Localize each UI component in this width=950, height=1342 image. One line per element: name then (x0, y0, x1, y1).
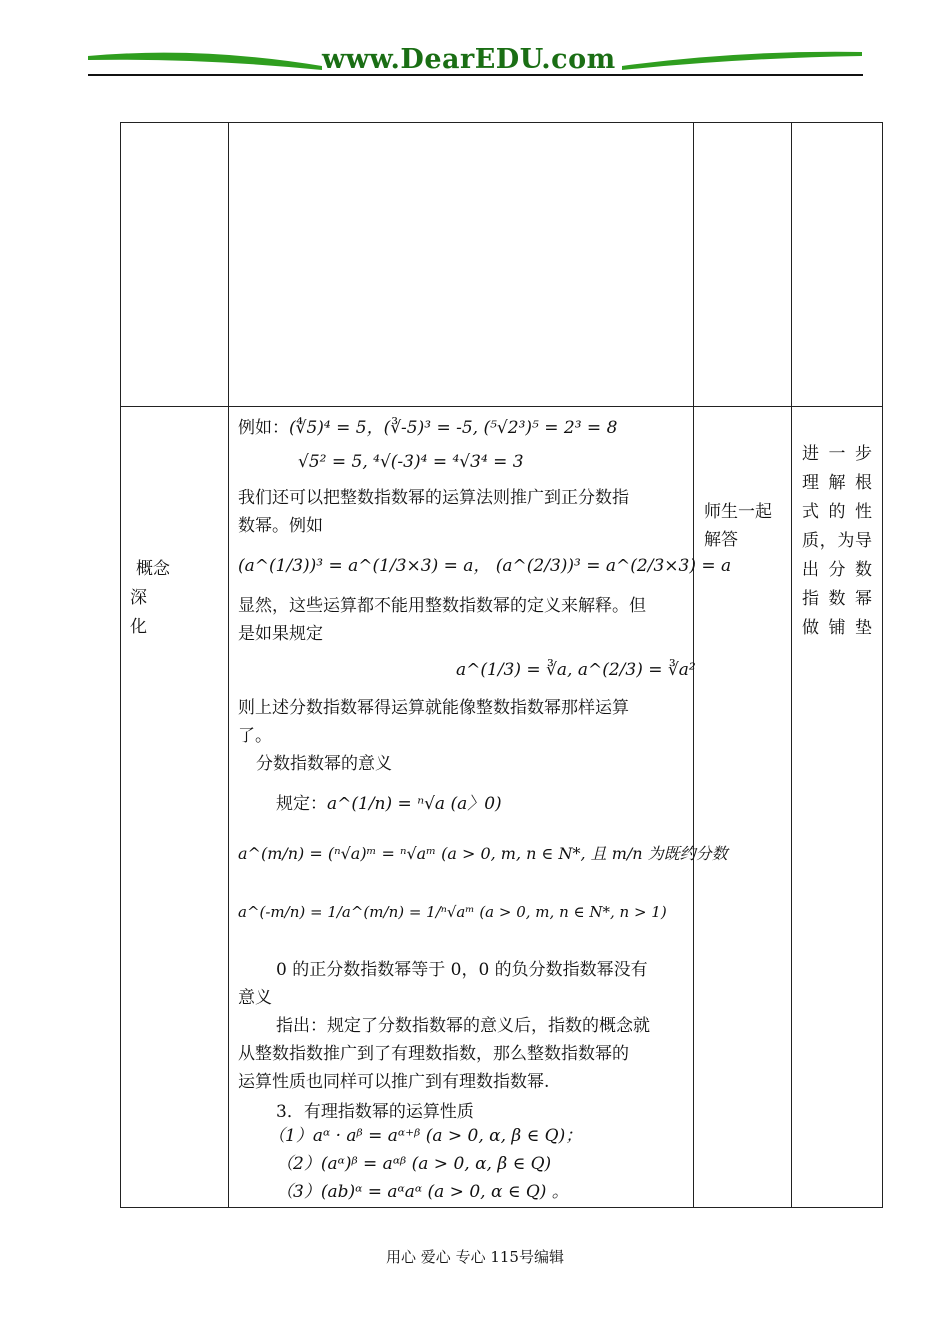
activity-cell (704, 498, 784, 554)
activity-line: 师生一起 (704, 502, 772, 522)
activity-line: 解答 (704, 530, 738, 550)
rule-line-2 (238, 840, 728, 868)
table-border-bottom (120, 1207, 883, 1208)
page-footer: 用心 爱心 专心 115号编辑 (386, 1248, 564, 1266)
stage-label (130, 555, 220, 642)
paragraph-line: 了。 (238, 726, 272, 746)
paragraph-line: 0 的正分数指数幂等于 0，0 的负分数指数幂没有 (276, 960, 648, 980)
rule-line-1 (276, 790, 502, 818)
intent-line: 进一步 (802, 444, 872, 464)
page-header (0, 0, 950, 100)
formula: (a^(1/3))³ = a^(1/3×3) = a， (a^(2/3))³ = a^(2/3×3) = a (238, 556, 732, 576)
intent-line: 理解根 (802, 473, 872, 493)
example-line-3 (238, 552, 731, 580)
intent-line: 质，为导 (802, 531, 872, 551)
header-rule (88, 74, 863, 76)
intent-line: 出分数 (802, 560, 872, 580)
table-border-top (120, 122, 883, 123)
example-line-1 (238, 414, 617, 442)
intent-cell (802, 440, 872, 643)
paragraph-line: 则上述分数指数幂得运算就能像整数指数幂那样运算 (238, 698, 629, 718)
formula: （1）aᵅ · aᵝ = aᵅ⁺ᵝ (a > 0, α, β ∈ Q)； (268, 1126, 583, 1146)
paragraph-line: 数幂。例如 (238, 516, 323, 536)
paragraph-line: 从整数指数推广到了有理数指数，那么整数指数幂的 (238, 1044, 629, 1064)
property-line (268, 1122, 582, 1150)
definition-line (456, 656, 696, 684)
intent-line: 式的性 (802, 502, 872, 522)
formula: a^(1/n) = ⁿ√a (a〉0) (327, 794, 502, 814)
paragraph-line: 我们还可以把整数指数幂的运算法则推广到正分数指 (238, 488, 629, 508)
example-line-2 (298, 448, 524, 476)
table-border-right (882, 122, 883, 1208)
table-col-divider (228, 122, 229, 1208)
formula: √5² = 5, ⁴√(-3)⁴ = ⁴√3⁴ = 3 (298, 452, 524, 472)
paragraph-line: 意义 (238, 988, 272, 1008)
site-url[interactable]: www.DearEDU.com (322, 44, 616, 75)
formula: （2）(aᵅ)ᵝ = aᵅᵝ (a > 0, α, β ∈ Q) (276, 1154, 552, 1174)
property-line (276, 1178, 569, 1206)
table-row-divider (120, 406, 883, 407)
intent-line: 做铺垫 (802, 618, 872, 638)
table-col-divider (791, 122, 792, 1208)
paragraph-line: 是如果规定 (238, 624, 323, 644)
rule-line-3 (238, 898, 667, 926)
stage-line: 深 (130, 588, 147, 608)
formula: a^(1/3) = ∛a, a^(2/3) = ∛a² (456, 660, 696, 680)
formula: （3）(ab)ᵅ = aᵅaᵅ (a > 0, α ∈ Q) 。 (276, 1182, 569, 1202)
paragraph-line: 运算性质也同样可以推广到有理数指数幂. (238, 1072, 550, 1092)
example-label: 例如： (238, 418, 289, 438)
stage-line: 概念 (136, 559, 170, 579)
formula: (∜5)⁴ = 5，(∛-5)³ = -5, (⁵√2³)⁵ = 2³ = 8 (289, 418, 618, 438)
paragraph-line: 指出：规定了分数指数幂的意义后，指数的概念就 (276, 1016, 650, 1036)
properties-title: 3．有理指数幂的运算性质 (276, 1102, 474, 1122)
rule-label: 规定： (276, 794, 327, 814)
section-title: 分数指数幂的意义 (256, 754, 392, 774)
property-line (276, 1150, 551, 1178)
stage-line: 化 (130, 617, 147, 637)
table-border-left (120, 122, 121, 1208)
paragraph-line: 显然，这些运算都不能用整数指数幂的定义来解释。但 (238, 596, 646, 616)
intent-line: 指数幂 (802, 589, 872, 609)
formula: a^(-m/n) = 1/a^(m/n) = 1/ⁿ√aᵐ (a > 0, m, n ∈ N*, n > 1) (238, 903, 667, 921)
formula: a^(m/n) = (ⁿ√a)ᵐ = ⁿ√aᵐ (a > 0, m, n ∈ N*, 且 m/n 为既约分数 (238, 844, 728, 863)
